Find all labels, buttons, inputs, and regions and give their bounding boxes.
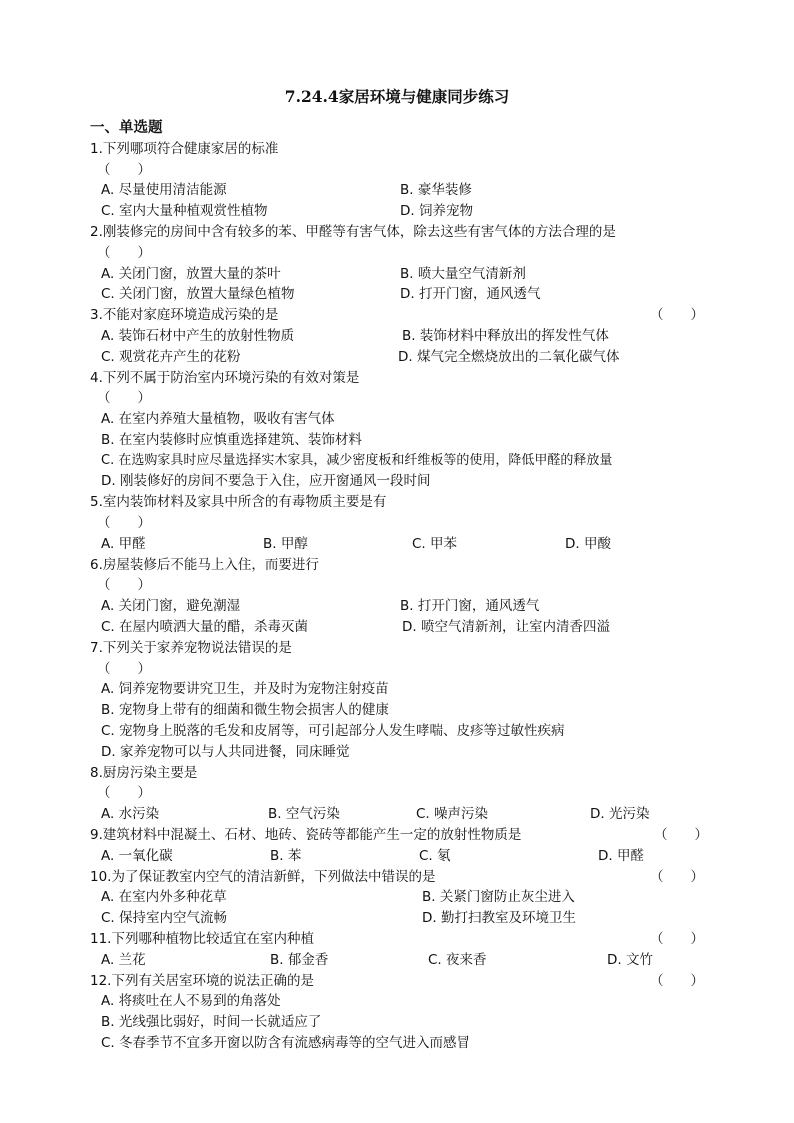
answer-blank: （ ） [97, 785, 151, 801]
option-d: D. 家养宠物可以与人共同进餐，同床睡觉 [101, 744, 350, 760]
option-b: B. 苯 [270, 848, 302, 864]
option-b: B. 在室内装修时应慎重选择建筑、装饰材料 [101, 432, 362, 448]
option-d: D. 文竹 [607, 952, 653, 968]
answer-blank: （ ） [97, 515, 151, 531]
option-c: C. 氡 [419, 848, 451, 864]
option-b: B. 郁金香 [270, 952, 329, 968]
option-c: C. 保持室内空气流畅 [101, 910, 228, 926]
option-b: B. 装饰材料中释放出的挥发性气体 [402, 328, 609, 344]
page-title: 7.24.4家居环境与健康同步练习 [284, 87, 510, 106]
option-d: D. 甲酸 [565, 536, 611, 552]
option-d: D. 喷空气清新剂，让室内清香四溢 [402, 619, 610, 635]
option-b: B. 喷大量空气清新剂 [400, 266, 526, 282]
question-11-stem: 11.下列哪种植物比较适宜在室内种植 [90, 931, 314, 947]
option-b: B. 空气污染 [268, 806, 340, 822]
answer-blank: （ ） [97, 577, 151, 593]
question-1-stem: 1.下列哪项符合健康家居的标准 [90, 141, 279, 157]
option-c: C. 在屋内喷洒大量的醋，杀毒灭菌 [101, 619, 309, 635]
question-4-stem: 4.下列不属于防治室内环境污染的有效对策是 [90, 370, 360, 386]
answer-blank: （ ） [97, 162, 151, 178]
option-d: D. 饲养宠物 [400, 203, 473, 219]
option-c: C. 夜来香 [428, 952, 487, 968]
question-12-stem: 12.下列有关居室环境的说法正确的是 [90, 973, 314, 989]
option-c: C. 关闭门窗，放置大量绿色植物 [101, 286, 295, 302]
answer-blank: （ ） [654, 827, 708, 843]
question-9-stem: 9.建筑材料中混凝土、石材、地砖、瓷砖等都能产生一定的放射性物质是 [90, 827, 522, 843]
answer-blank: （ ） [97, 245, 151, 261]
option-a: A. 一氧化碳 [101, 848, 173, 864]
option-d: D. 勤打扫教室及环境卫生 [422, 910, 576, 926]
question-6-stem: 6.房屋装修后不能马上入住，而要进行 [90, 557, 319, 573]
option-a: A. 在室内养殖大量植物，吸收有害气体 [101, 411, 335, 427]
answer-blank: （ ） [650, 869, 704, 885]
answer-blank: （ ） [650, 973, 704, 989]
option-b: B. 打开门窗，通风透气 [400, 598, 540, 614]
option-c: C. 室内大量种植观赏性植物 [101, 203, 268, 219]
answer-blank: （ ） [97, 661, 151, 677]
question-8-stem: 8.厨房污染主要是 [90, 765, 198, 781]
option-c: C. 冬春季节不宜多开窗以防含有流感病毒等的空气进入而感冒 [101, 1035, 471, 1051]
option-c: C. 在选购家具时应尽量选择实木家具，减少密度板和纤维板等的使用，降低甲醛的释放量 [101, 453, 613, 468]
option-d: D. 甲醛 [598, 848, 644, 864]
question-3-stem: 3.不能对家庭环境造成污染的是 [90, 307, 279, 323]
option-c: C. 观赏花卉产生的花粉 [101, 349, 241, 365]
option-d: D. 光污染 [590, 806, 650, 822]
question-5-stem: 5.室内装饰材料及家具中所含的有毒物质主要是有 [90, 494, 387, 510]
option-a: A. 兰花 [101, 952, 146, 968]
option-b: B. 甲醇 [263, 536, 308, 552]
option-c: C. 宠物身上脱落的毛发和皮屑等，可引起部分人发生哮喘、皮疹等过敏性疾病 [101, 723, 565, 739]
option-d: D. 刚装修好的房间不要急于入住，应开窗通风一段时间 [101, 473, 431, 489]
question-2-stem: 2.刚装修完的房间中含有较多的苯、甲醛等有害气体，除去这些有害气体的方法合理的是 [90, 224, 616, 240]
question-7-stem: 7.下列关于家养宠物说法错误的是 [90, 640, 292, 656]
answer-blank: （ ） [650, 307, 704, 323]
option-b: B. 豪华装修 [400, 182, 472, 198]
option-b: B. 关紧门窗防止灰尘进入 [422, 889, 575, 905]
section-heading: 一、单选题 [90, 120, 163, 136]
option-c: C. 甲苯 [412, 536, 458, 552]
option-a: A. 装饰石材中产生的放射性物质 [101, 328, 295, 344]
option-a: A. 饲养宠物要讲究卫生，并及时为宠物注射疫苗 [101, 681, 389, 697]
answer-blank: （ ） [650, 931, 704, 947]
option-b: B. 宠物身上带有的细菌和微生物会损害人的健康 [101, 702, 389, 718]
option-b: B. 光线强比弱好，时间一长就适应了 [101, 1014, 322, 1030]
option-d: D. 煤气完全燃烧放出的二氧化碳气体 [398, 349, 620, 365]
option-c: C. 噪声污染 [416, 806, 489, 822]
option-d: D. 打开门窗，通风透气 [400, 286, 541, 302]
option-a: A. 在室内外多种花草 [101, 889, 227, 905]
option-a: A. 将痰吐在人不易到的角落处 [101, 993, 281, 1009]
option-a: A. 关闭门窗，避免潮湿 [101, 598, 241, 614]
option-a: A. 甲醛 [101, 536, 146, 552]
option-a: A. 水污染 [101, 806, 160, 822]
option-a: A. 关闭门窗，放置大量的茶叶 [101, 266, 281, 282]
option-a: A. 尽量使用清洁能源 [101, 182, 227, 198]
question-10-stem: 10.为了保证教室内空气的清洁新鲜，下列做法中错误的是 [90, 869, 436, 885]
answer-blank: （ ） [97, 390, 151, 406]
